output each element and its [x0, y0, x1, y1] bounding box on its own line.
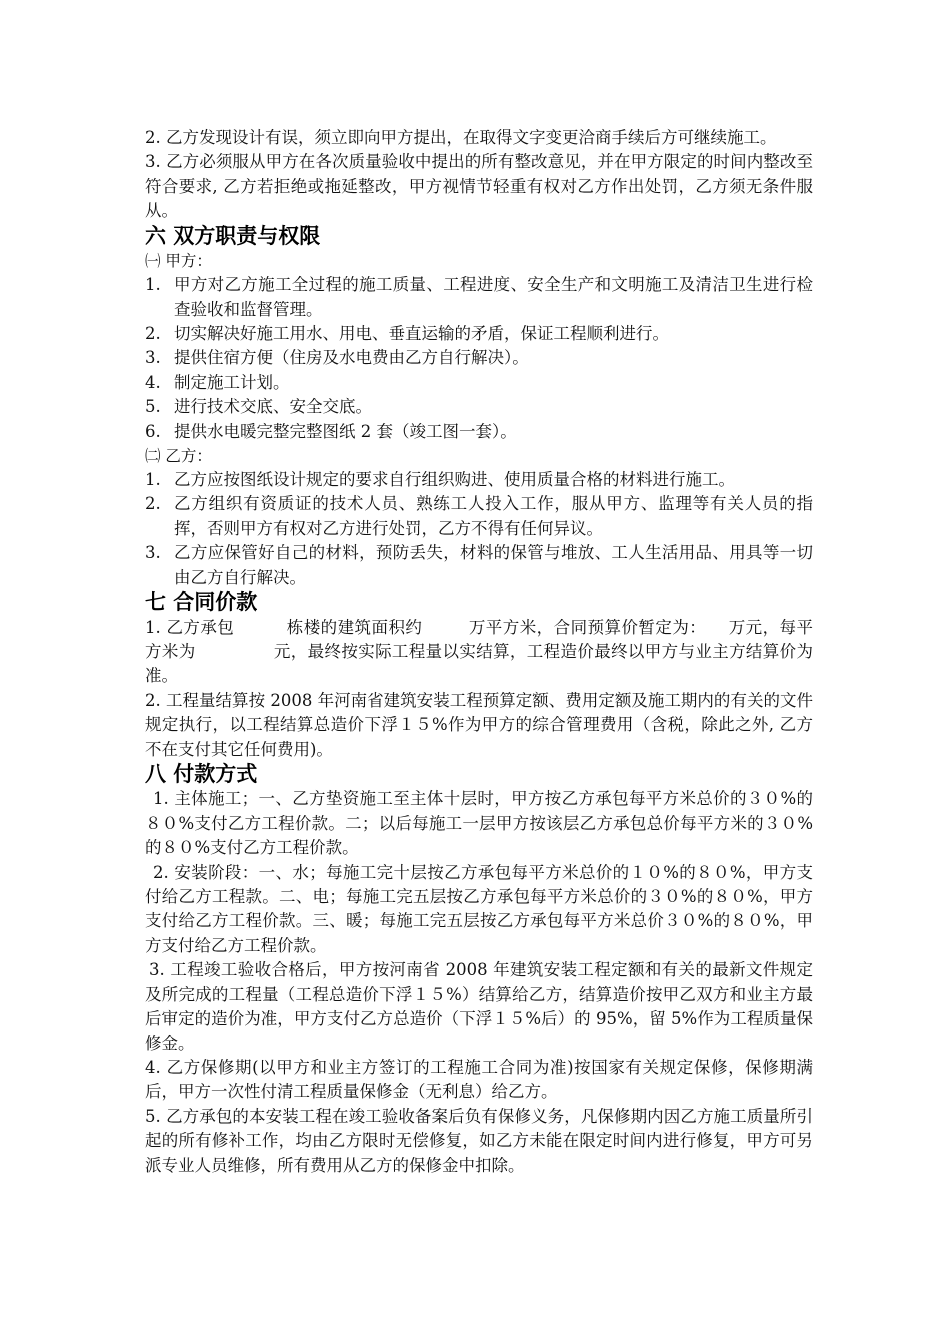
party-a-item-1 — [145, 273, 813, 322]
payment-paragraph-1: 1. 主体施工；一、乙方垫资施工至主体十层时，甲方按乙方承包每平方米总价的３０%的８０%支付乙方工程价款。二；以后每施工一层甲方按该层乙方承包总价每平方米的３０%的８０%支付乙方工程价款。 — [145, 789, 813, 858]
blank-building-count — [234, 616, 286, 640]
item-number: 3. — [145, 348, 161, 368]
item-text: 乙方应按图纸设计规定的要求自行组织购进、使用质量合格的材料进行施工。 — [174, 469, 735, 489]
contract-price-paragraph-2: 2. 工程量结算按 2008 年河南省建筑安装工程预算定额、费用定额及施工期内的有关的文件规定执行，以工程结算总造价下浮１５%作为甲方的综合管理费用（含税，除此之外, 乙方不在支付其它任何费用)。 — [145, 690, 813, 759]
party-a-item-4 — [145, 371, 813, 395]
item-text: 乙方组织有资质证的技术人员、熟练工人投入工作，服从甲方、监理等有关人员的指挥，否则甲方有权对乙方进行处罚，乙方不得有任何异议。 — [174, 494, 813, 538]
item-number: 1. — [145, 469, 161, 489]
item-number: 4. — [145, 372, 161, 392]
item-text: 制定施工计划。 — [174, 372, 290, 392]
item-number: 1. — [145, 275, 161, 295]
item-text: 甲方对乙方施工全过程的施工质量、工程进度、安全生产和文明施工及清洁卫生进行检查验收和监督管理。 — [174, 275, 813, 319]
party-b-item-2 — [145, 492, 813, 541]
item-text: 提供住宿方便（住房及水电费由乙方自行解决）。 — [174, 348, 529, 368]
party-a-item-2 — [145, 322, 813, 346]
item-number: 5. — [145, 397, 161, 417]
item-number: 2. — [145, 323, 161, 343]
item-number: 6. — [145, 421, 161, 441]
item-text: 提供水电暖完整完整图纸 2 套（竣工图一套）。 — [174, 421, 517, 441]
party-a-item-6 — [145, 420, 813, 444]
item-text: 进行技术交底、安全交底。 — [174, 397, 372, 417]
text-run: 万元，每平方米为 — [145, 617, 814, 661]
text-run: 万平方米，合同预算价暂定为： — [468, 617, 707, 637]
section-7-heading: 七 合同价款 — [145, 590, 258, 614]
intro-paragraph-3: 3. 乙方必须服从甲方在各次质量验收中提出的所有整改意见，并在甲方限定的时间内整改至符合要求, 乙方若拒绝或拖延整改，甲方视情节轻重有权对乙方作出处罚，乙方须无条件服从。 — [145, 152, 813, 221]
party-b-item-3 — [145, 541, 813, 590]
payment-paragraph-4: 4. 乙方保修期(以甲方和业主方签订的工程施工合同为准)按国家有关规定保修，保修期满后，甲方一次性付清工程质量保修金（无利息）给乙方。 — [145, 1057, 813, 1102]
payment-paragraph-2: 2. 安装阶段：一、水；每施工完十层按乙方承包每平方米总价的１０%的８０%，甲方支付给乙方工程款。二、电；每施工完五层按乙方承包每平方米总价的３０%的８０%，甲方支付给乙方工程价款。三、暖；每施工完五层按乙方承包每平方米总价３０%的８０%，甲方支付给乙方工程价款。 — [145, 862, 813, 955]
item-number: 3. — [145, 543, 161, 563]
payment-paragraph-3: 3. 工程竣工验收合格后，甲方按河南省 2008 年建筑安装工程定额和有关的最新文件规定及所完成的工程量（工程总造价下浮１５%）结算给乙方，结算造价按甲乙双方和业主方最后审定的造价为准，甲方支付乙方总造价（下浮１５%后）的 95%，留 5%作为工程质量保修金。 — [145, 960, 813, 1053]
text-run: 栋楼的建筑面积约 — [286, 617, 423, 637]
payment-paragraph-5: 5. 乙方承包的本安装工程在竣工验收备案后负有保修义务，凡保修期内因乙方施工质量所引起的所有修补工作，均由乙方限时无偿修复，如乙方未能在限定时间内进行修复，甲方可另派专业人员维修，所有费用从乙方的保修金中扣除。 — [145, 1106, 813, 1175]
blank-budget — [706, 616, 728, 640]
text-run: 元，最终按实际工程量以实结算，工程造价最终以甲方与业主方结算价为准。 — [145, 641, 814, 686]
party-a-label: ㈠ 甲方： — [145, 252, 212, 271]
item-number: 2. — [145, 494, 161, 514]
item-text: 乙方应保管好自己的材料，预防丢失，材料的保管与堆放、工人生活用品、用具等一切由乙方自行解决。 — [174, 543, 813, 587]
intro-paragraph-2: 2. 乙方发现设计有误，须立即向甲方提出，在取得文字变更洽商手续后方可继续施工。 — [145, 128, 777, 147]
section-8-heading: 八 付款方式 — [145, 761, 258, 786]
contract-price-paragraph-1 — [145, 616, 813, 689]
text-run: 1. 乙方承包 — [145, 617, 235, 637]
document-page — [145, 126, 813, 1178]
party-a-item-5 — [145, 395, 813, 419]
section-6-heading: 六 双方职责与权限 — [145, 223, 321, 248]
item-text: 切实解决好施工用水、用电、垂直运输的矛盾，保证工程顺利进行。 — [174, 323, 669, 343]
party-b-label: ㈡ 乙方： — [145, 446, 212, 465]
blank-area — [422, 616, 468, 640]
party-b-item-1 — [145, 468, 813, 492]
party-a-item-3 — [145, 346, 813, 370]
